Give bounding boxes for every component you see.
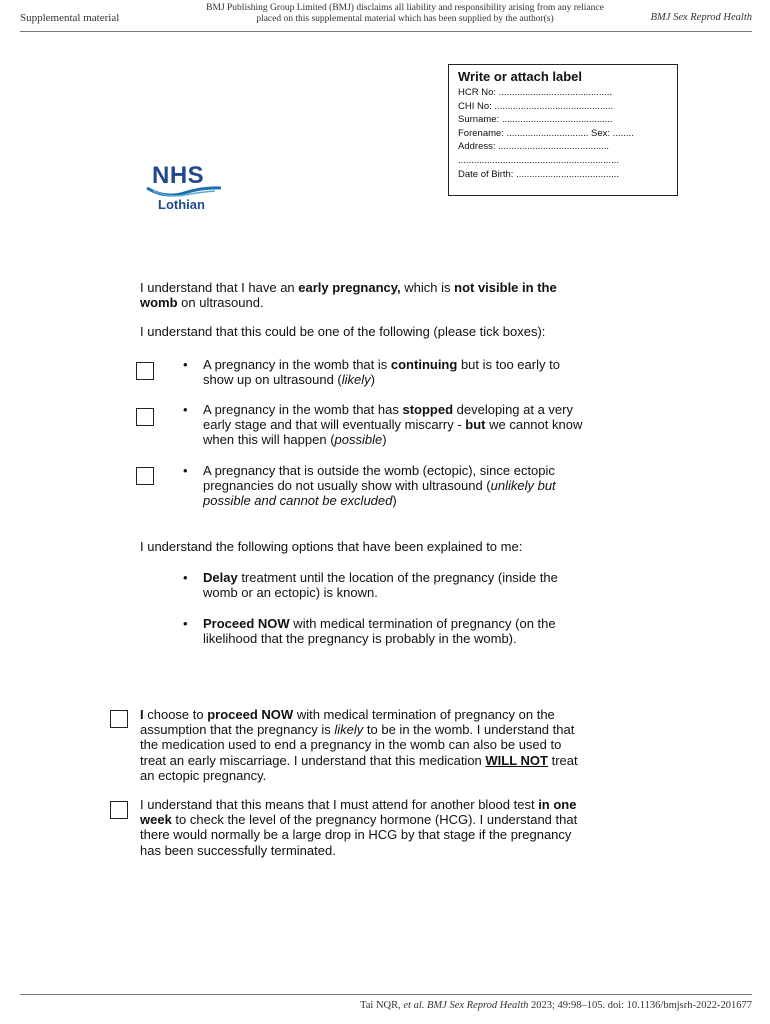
bullet-icon: • <box>183 357 188 372</box>
label-box-title: Write or attach label <box>458 69 583 84</box>
header-journal-name: BMJ Sex Reprod Health <box>650 12 752 23</box>
disclaimer-line-2: placed on this supplemental material which has been supplied by the author(s) <box>256 14 554 24</box>
checkbox-proceed-now-consent[interactable] <box>110 710 128 728</box>
consent-proceed-now: I choose to proceed NOW with medical termination of pregnancy on the assumption that the pregnancy is likely to be in the womb. I understand that the medication used to end a pregnancy in the womb can also be used to treat an early miscarriage. I understand that this medication WILL NOT treat an ectopic pregnancy. <box>140 707 578 783</box>
label-field-dob: Date of Birth: ....................................... <box>458 168 620 180</box>
options-intro: I understand the following options that have been explained to me: <box>140 539 523 554</box>
label-field-address-cont: ............................................................. <box>458 154 620 166</box>
header-disclaimer <box>180 3 630 25</box>
disclaimer-line-1: BMJ Publishing Group Limited (BMJ) disclaims all liability and responsibility arising from any reliance <box>206 3 604 13</box>
header-supplemental-label: Supplemental material <box>20 12 120 24</box>
label-field-surname: Surname: .......................................... <box>458 114 613 126</box>
footer-citation: Tai NQR, et al. BMJ Sex Reprod Health 2023; 49:98–105. doi: 10.1136/bmjsrh-2022-201677 <box>360 1000 752 1011</box>
consent-blood-test: I understand that this means that I must attend for another blood test in one week to check the level of the pregnancy hormone (HCG). I understand that there would normally be a large drop in HCG by that stage if the pregnancy has been successfully terminated. <box>140 797 578 858</box>
checkbox-stopped[interactable] <box>136 408 154 426</box>
nhs-wave-icon <box>145 185 223 197</box>
footer-divider <box>20 994 752 995</box>
bullet-icon: • <box>183 616 188 631</box>
checkbox-ectopic[interactable] <box>136 467 154 485</box>
bullet-icon: • <box>183 570 188 585</box>
nhs-logo-word: NHS <box>152 162 205 189</box>
label-field-forename-sex: Forename: ............................... Sex: ........ <box>458 127 634 139</box>
label-field-chi: CHI No: ............................................. <box>458 100 614 112</box>
checkbox-blood-test-consent[interactable] <box>110 801 128 819</box>
header-divider <box>20 31 752 32</box>
label-field-address: Address: .......................................... <box>458 141 609 153</box>
bullet-icon: • <box>183 402 188 417</box>
nhs-logo-sub: Lothian <box>158 197 205 212</box>
checkbox-continuing[interactable] <box>136 362 154 380</box>
nhs-lothian-logo <box>143 162 223 214</box>
patient-label-box[interactable] <box>448 64 678 196</box>
tick-instruction: I understand that this could be one of the following (please tick boxes): <box>140 324 546 339</box>
label-field-hcr: HCR No: ........................................... <box>458 87 613 98</box>
bullet-icon: • <box>183 463 188 478</box>
intro-paragraph: I understand that I have an early pregnancy, which is not visible in the womb on ultrasound. <box>140 280 557 311</box>
